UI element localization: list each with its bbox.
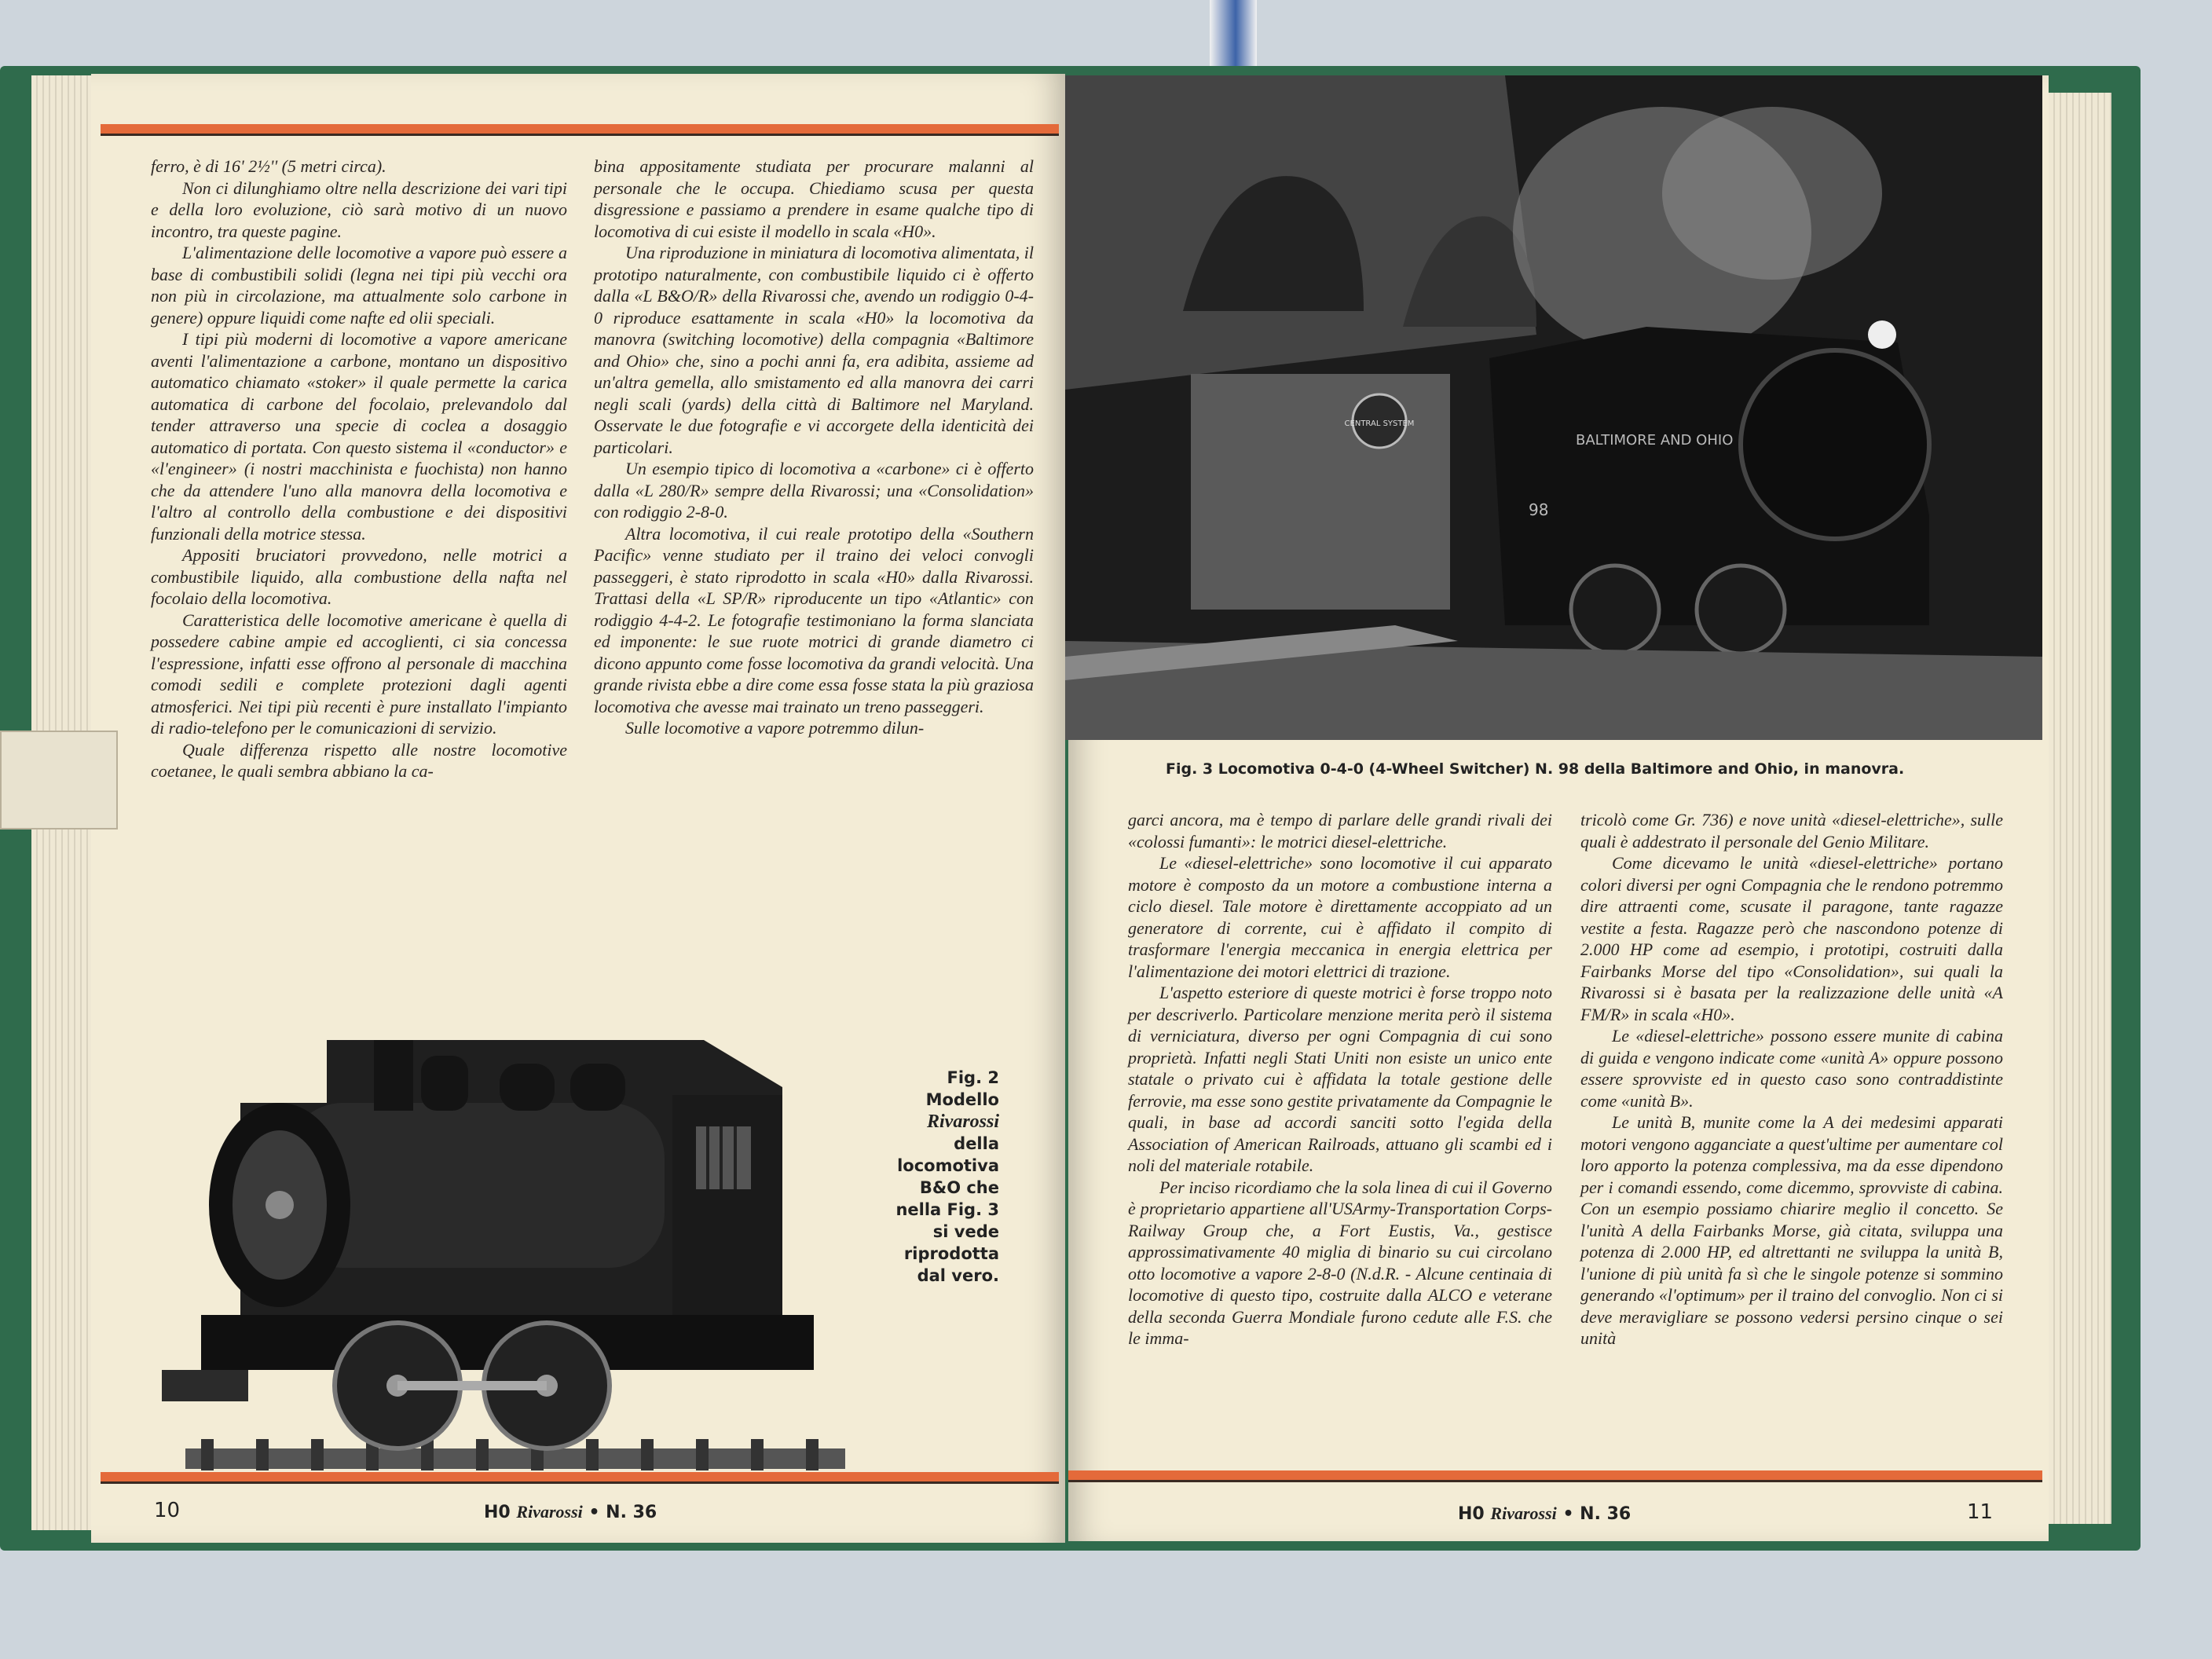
footer-prefix: H0 [1458,1504,1485,1524]
footer-masthead [484,1502,657,1522]
caption-line: nella Fig. 3 [895,1200,999,1219]
paragraph: Una riproduzione in miniatura di locomotiva alimentata, il prototipo naturalmente, con combustibile liquido ci è offerto dalla «L B&O/R» della Rivarossi che, avendo un rodiggio 0-4-0 riproduce esattamente in scala «H0» la locomotiva da manovra (switching locomotive) della compagnia «Baltimore and Ohio» che, sino a pochi anni fa, era adibita, assieme ad un'altra gemella, allo smistamento ed alla manovra dei carri negli scali (yards) della città di Baltimore nel Maryland. Osservate le due fotografie e vi accorgete della identicità dei particolari. [594,243,1034,457]
paragraph: I tipi più moderni di locomotive a vapore americane aventi l'alimentazione a carbone, montano un dispositivo automatico chiamato «stoker» il quale permette la carica automatica di carbone del focolaio, prelevandolo dal tender attraverso una specie di coclea a dosaggio automatico di portata. Con questo sistema il «conductor» e «l'engineer» (i nostri macchinista e fuochista) non hanno che da attendere l'uno alla manovra della locomotiva e l'altro al controllo della combustione e dei dispositivi funzionali della motrice stessa. [151,329,567,544]
paragraph: ferro, è di 16' 2½'' (5 metri circa). [151,156,386,176]
model-locomotive-illustration [154,946,939,1488]
caption-line: si vede [932,1222,999,1241]
book-tab [1210,0,1257,74]
paragraph: Le «diesel-elettriche» possono essere munite di cabina di guida e vengono indicate come «unità A» oppure possono essere sprovviste ed in questo caso sono contraddistinte come «unità B». [1580,1026,2003,1111]
caption-line: Fig. 2 [947,1068,999,1087]
paragraph: L'alimentazione delle locomotive a vapore può essere a base di combustibili solidi (legna nei tipi più vecchi ora non più in circolazione, ma attualmente solo carbone in genere) oppure liquidi come nafte ed olii speciali. [151,243,567,328]
car-logo-text: CENTRAL SYSTEM [1344,419,1415,428]
paragraph: Le «diesel-elettriche» sono locomotive il cui apparato motore è composto da un motore a combustione interna a ciclo diesel. Tale motore è direttamente accoppiato ad un generatore di corrente, cui è affidato il compito di trasformare l'energia meccanica in energia elettrica per l'alimentazione dei motori elettrici di trazione. [1128,853,1552,981]
paragraph: Altra locomotiva, il cui reale prototipo della «Southern Pacific» venne studiato per il traino dei veloci convogli passeggeri, è stato riprodotto in scala «H0» dalla Rivarossi. Trattasi della «L SP/R» riproducente un tipo «Atlantic» con rodiggio 4-4-2. Le fotografie testimoniano la forma slanciata ed imponente: le sue ruote motrici di grande diametro ci dicono appunto come fosse locomotiva da grandi velocità. Una grande rivista ebbe a dire come essa fosse stata la più graziosa locomotiva che avesse mai trainato un treno passeggeri. [594,523,1034,716]
loco-number: 98 [1529,500,1549,519]
right-column-2 [1580,809,2003,1350]
locomotive-photo-drawing [1065,75,2042,740]
paragraph: garci ancora, ma è tempo di parlare delle grandi rivali dei «colossi fumanti»: le motrici diesel-elettriche. [1128,810,1552,851]
caption-line: riprodotta [903,1244,999,1263]
rivarossi-logo: Rivarossi [1490,1503,1557,1523]
rivarossi-logo: Rivarossi [516,1502,583,1522]
top-rule [101,124,1059,136]
page-number: 11 [1967,1500,1994,1524]
caption-line: locomotiva [897,1156,999,1175]
caption-line: Modello [925,1090,999,1109]
paragraph: Le unità B, munite come la A dei medesimi apparati motori vengono agganciate a quest'ultime per aumentare col loro apporto la potenza complessiva, ma da esse dipendono per i comandi essendo, come dicemmo, sprovviste di cabina. Con un esempio possiamo chiarire meglio il concetto. Se l'unità A della Fairbanks Morse, già citata, sviluppa una potenza di 2.000 HP, ed altrettanti ne sviluppa la unità B, l'unione di più unità fa sì che le singole potenze si sommino generando «l'optimum» per il traino del convoglio. Non ci si deve meravigliare se possono vedersi persino cinque o sei unità [1580,1112,2003,1348]
paragraph: Non ci dilunghiamo oltre nella descrizione dei vari tipi e della loro evoluzione, ciò sarà motivo di un nuovo incontro, tra queste pagine. [151,178,567,241]
loco-side-lettering: BALTIMORE AND OHIO [1576,432,1734,449]
footer-masthead [1458,1503,1631,1524]
left-column-1 [151,156,567,782]
bookmark-ruler [0,731,118,830]
footer-issue: • N. 36 [1562,1504,1632,1524]
bottom-rule [101,1472,1059,1484]
caption-line: dal vero. [917,1266,999,1285]
footer-prefix: H0 [484,1503,511,1522]
paragraph: bina appositamente studiata per procurare malanni al personale che le occupa. Chiediamo scusa per questa disgressione e passiamo a prendere in esame qualche tipo di locomotiva di cui esiste il modello in scala «H0». [594,156,1034,241]
caption-line: della [954,1134,999,1153]
paragraph: Appositi bruciatori provvedono, nelle motrici a combustibile liquido, alla combustione della nafta nel focolaio della locomotiva. [151,545,567,608]
caption-line: B&O che [919,1178,999,1197]
left-page [91,74,1065,1543]
paragraph: Quale differenza rispetto alle nostre locomotive coetanee, le quali sembra abbiano la ca- [151,739,567,781]
page-number: 10 [154,1499,181,1522]
paragraph: Sulle locomotive a vapore potremmo dilun- [625,718,925,738]
paragraph: L'aspetto esteriore di queste motrici è forse troppo noto per descriverlo. Particolare menzione merita però il sistema di verniciatura, diverso per ogni Compagnia di cui sono proprietà. Infatti negli Stati Uniti non esiste un unico ente statale o privato cui è affidata la totale gestione delle ferrovie, ma esse sono gestite privatamente da Compagnie le quali, in base ad accordi sanciti sotto l'egida della Association of American Railroads, attuano gli scambi ed i noli del materiale rotabile. [1128,983,1552,1175]
footer-issue: • N. 36 [588,1503,657,1522]
left-column-2 [594,156,1034,739]
fig3-photo [1065,75,2042,740]
right-column-1 [1128,809,1552,1350]
rivarossi-logo-caption: Rivarossi [926,1111,999,1132]
bottom-rule [1068,1470,2042,1482]
fig2-caption [850,1067,999,1287]
page-edges-right [2042,93,2111,1524]
paragraph: tricolò come Gr. 736) e nove unità «diesel-elettriche», sulle quali è addestrato il personale del Genio Militare. [1580,810,2003,851]
paragraph: Per inciso ricordiamo che la sola linea di cui il Governo è proprietario appartiene all'USArmy-Transportation Corps-Railway Group che, a Fort Eustis, Va., gestisce approssimativamente 40 miglia di binario su cui circolano otto locomotive a vapore 2-8-0 (N.d.R. - Alcune centinaia di locomotive di questo tipo, costruite dalla ALCO e veterane della seconda Guerra Mondiale furono cedute alle F.S. che le imma- [1128,1177,1552,1348]
paragraph: Come dicevamo le unità «diesel-elettriche» portano colori diversi per ogni Compagnia che le rendono potremmo dire attraenti come, scusate il paragone, tante ragazze vestite a festa. Ragazze però che nascondono potenze di 2.000 HP come ad esempio, i prototipi, costruiti dalla Fairbanks Morse del tipo «Consolidation», sui quali la Rivarossi si è basata per la realizzazione delle unità «A FM/R» in scala «H0». [1580,853,2003,1024]
paragraph: Caratteristica delle locomotive americane è quella di possedere cabine ampie ed accoglienti, ci sia concessa l'espressione, infatti esse offrono al personale di macchina comodi sedili e complete protezioni dagli agenti atmosferici. Nei tipi più recenti è pure installato l'impianto di radio-telefono per le comunicazioni di servizio. [151,610,567,738]
paragraph: Un esempio tipico di locomotiva a «carbone» ci è offerto dalla «L 280/R» sempre della Rivarossi; una «Consolidation» con rodiggio 2-8-0. [594,459,1034,522]
fig3-caption: Fig. 3 Locomotiva 0-4-0 (4-Wheel Switcher) N. 98 della Baltimore and Ohio, in manovra. [1166,760,1905,778]
